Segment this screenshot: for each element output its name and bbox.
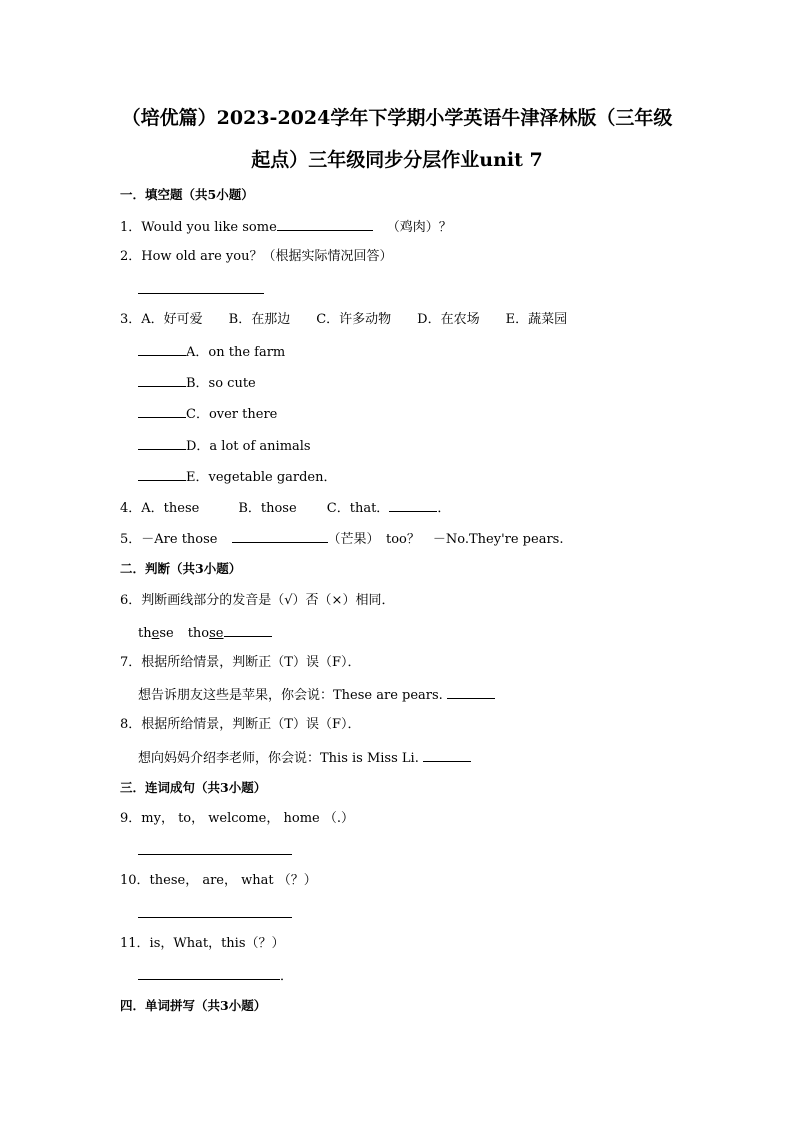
question-7-situation — [138, 686, 495, 704]
word-these: these — [138, 626, 174, 641]
word-those: those — [187, 626, 224, 641]
answer-blank[interactable] — [447, 686, 495, 699]
match-item-text: A．on the farm — [186, 345, 286, 360]
answer-line[interactable] — [138, 281, 264, 299]
question-1-text: 1．Would you like some — [120, 220, 277, 235]
question-5 — [120, 530, 563, 548]
answer-blank[interactable] — [138, 343, 186, 356]
answer-blank[interactable] — [277, 218, 373, 231]
section-heading-spelling: 四．单词拼写（共3小题） — [120, 998, 267, 1013]
section-heading-judgement: 二．判断（共3小题） — [120, 561, 242, 576]
question-1 — [120, 218, 452, 236]
question-3-item-d — [138, 437, 311, 455]
answer-line[interactable] — [138, 842, 292, 860]
answer-blank[interactable] — [138, 905, 292, 918]
answer-blank[interactable] — [389, 499, 437, 512]
question-11-end: ． — [280, 969, 294, 984]
match-item-text: C．over there — [186, 407, 278, 422]
answer-blank[interactable] — [138, 405, 186, 418]
answer-blank[interactable] — [138, 374, 186, 387]
question-5-rest: （芒果） too？ －No.They're pears. — [327, 532, 564, 547]
question-3-item-b — [138, 374, 256, 392]
question-8: 8．根据所给情景，判断正（T）误（F）． — [120, 717, 361, 732]
answer-blank[interactable] — [138, 281, 264, 294]
question-1-hint: （鸡肉）？ — [386, 220, 452, 235]
question-3-item-a — [138, 343, 285, 361]
section-heading-sentence: 三．连词成句（共3小题） — [120, 780, 267, 795]
answer-blank[interactable] — [232, 530, 328, 543]
answer-blank[interactable] — [138, 842, 292, 855]
answer-blank[interactable] — [423, 749, 471, 762]
question-7-sub: 想告诉朋友这些是苹果，你会说：These are pears. — [138, 688, 443, 703]
document-title-line2: 起点）三年级同步分层作业unit 7 — [251, 149, 543, 171]
answer-line[interactable] — [138, 905, 292, 923]
question-3-item-c — [138, 405, 277, 423]
answer-blank[interactable] — [138, 437, 186, 450]
question-4-text: 4．A．these B．those C．that． — [120, 501, 390, 516]
question-8-situation — [138, 749, 471, 767]
answer-blank[interactable] — [138, 967, 280, 980]
answer-blank[interactable] — [138, 468, 186, 481]
match-item-text: E．vegetable garden． — [186, 470, 337, 485]
question-2: 2．How old are you？（根据实际情况回答） — [120, 249, 393, 264]
question-3-options: 3．A．好可爱 B．在那边 C．许多动物 D．在农场 E．蔬菜园 — [120, 312, 568, 327]
question-11: 11．is，What，this（？） — [120, 936, 285, 951]
match-item-text: D．a lot of animals — [186, 439, 311, 454]
question-7: 7．根据所给情景，判断正（T）误（F）． — [120, 655, 361, 670]
question-3-item-e — [138, 468, 337, 486]
question-9: 9．my， to， welcome， home （.） — [120, 811, 354, 826]
question-4 — [120, 499, 450, 517]
question-4-end: ． — [437, 501, 451, 516]
match-item-text: B．so cute — [186, 376, 256, 391]
question-6-words — [138, 624, 272, 642]
question-5-text: 5．－Are those — [120, 532, 218, 547]
section-heading-fill-blank: 一．填空题（共5小题） — [120, 187, 254, 202]
document-title-line1: （培优篇）2023-2024学年下学期小学英语牛津泽林版（三年级 — [121, 107, 673, 129]
answer-blank[interactable] — [224, 624, 272, 637]
question-10: 10．these， are， what （？） — [120, 873, 317, 888]
question-6: 6．判断画线部分的发音是（√）否（×）相同． — [120, 593, 395, 608]
question-8-sub: 想向妈妈介绍李老师，你会说：This is Miss Li. — [138, 751, 419, 766]
answer-line[interactable] — [138, 967, 293, 985]
